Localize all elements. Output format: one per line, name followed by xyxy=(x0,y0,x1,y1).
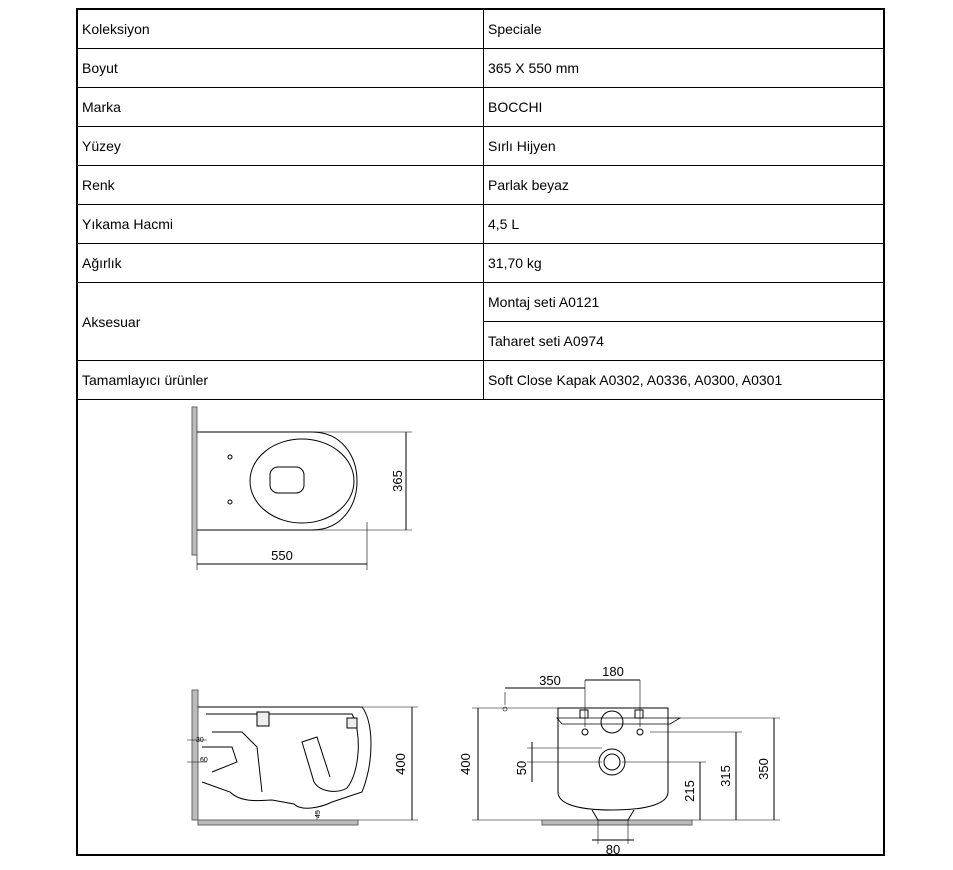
spec-value: 31,70 kg xyxy=(484,244,884,283)
product-spec-sheet xyxy=(76,8,885,856)
spec-label: Ağırlık xyxy=(78,244,484,283)
front-view-bolt xyxy=(637,729,643,735)
front-view-outline xyxy=(558,708,668,810)
top-view xyxy=(192,407,412,570)
spec-label: Koleksiyon xyxy=(78,10,484,49)
spec-label: Aksesuar xyxy=(78,283,484,361)
spec-label: Renk xyxy=(78,166,484,205)
dim-label-365: 365 xyxy=(390,470,405,492)
spec-label: Yıkama Hacmi xyxy=(78,205,484,244)
dim-label-350: 350 xyxy=(539,673,561,688)
dim-label-front-350: 350 xyxy=(756,758,771,780)
technical-drawing-svg xyxy=(2,2,953,870)
dim-label-180: 180 xyxy=(602,664,624,679)
front-view-inlet xyxy=(601,711,623,733)
spec-value: 365 X 550 mm xyxy=(484,49,884,88)
side-view-wall xyxy=(192,690,198,820)
spec-value: BOCCHI xyxy=(484,88,884,127)
dim-label-50: 50 xyxy=(514,760,529,776)
spec-value: Speciale xyxy=(484,10,884,49)
top-view-wall xyxy=(192,407,197,555)
spec-value: Montaj seti A0121 xyxy=(484,283,884,322)
spec-value: Sırlı Hijyen xyxy=(484,127,884,166)
spec-value: Parlak beyaz xyxy=(484,166,884,205)
front-view-outlet xyxy=(599,749,625,775)
side-view xyxy=(187,690,418,825)
spec-label: Tamamlayıcı ürünler xyxy=(78,361,484,400)
side-view-floor xyxy=(198,820,358,825)
spec-label: Yüzey xyxy=(78,127,484,166)
spec-label: Boyut xyxy=(78,49,484,88)
dim-label-45: 45 xyxy=(315,810,322,818)
front-view-bolt xyxy=(582,729,588,735)
dim-label-side-400: 400 xyxy=(393,753,408,775)
top-view-bowl xyxy=(250,439,354,523)
spec-label: Marka xyxy=(78,88,484,127)
top-view-bolt-hole xyxy=(228,455,232,459)
top-view-bolt-hole xyxy=(228,500,232,504)
dim-label-550: 550 xyxy=(271,548,293,563)
front-view-floor xyxy=(542,820,692,825)
dim-label-215: 215 xyxy=(682,780,697,802)
dim-label-30: 30 xyxy=(196,737,204,744)
top-view-outlet xyxy=(270,467,304,493)
dim-label-front-400: 400 xyxy=(458,753,473,775)
dim-label-60: 60 xyxy=(200,757,208,764)
technical-drawing xyxy=(78,398,883,856)
spec-value: 4,5 L xyxy=(484,205,884,244)
dim-label-80: 80 xyxy=(605,842,621,857)
dim-label-315: 315 xyxy=(718,765,733,787)
spec-value: Taharet seti A0974 xyxy=(484,322,884,361)
spec-value: Soft Close Kapak A0302, A0336, A0300, A0301 xyxy=(484,361,884,400)
